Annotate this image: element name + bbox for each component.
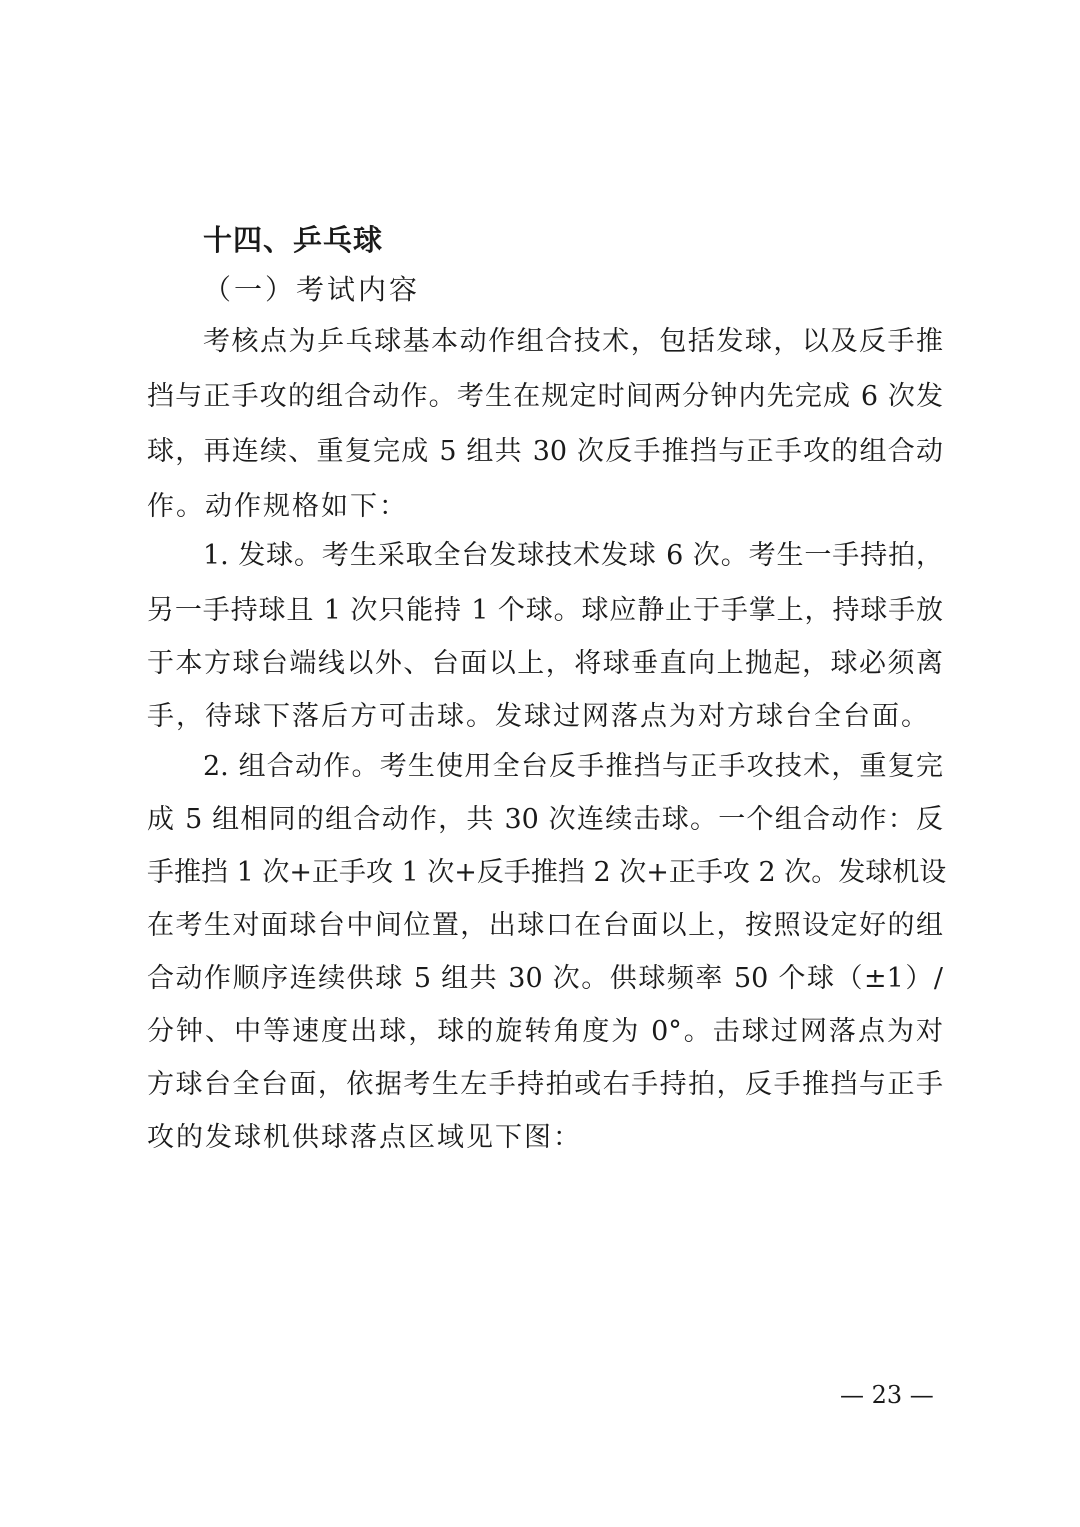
paragraph-line: 于本方球台端线以外、台面以上，将球垂直向上抛起，球必须离 — [147, 648, 943, 679]
paragraph-line: 挡与正手攻的组合动作。考生在规定时间两分钟内先完成 6 次发 — [147, 381, 943, 412]
paragraph-line: 球，再连续、重复完成 5 组共 30 次反手推挡与正手攻的组合动 — [147, 436, 943, 467]
paragraph-line: 1. 发球。考生采取全台发球技术发球 6 次。考生一手持拍， — [203, 540, 943, 571]
paragraph-line: 方球台全台面，依据考生左手持拍或右手持拍，反手推挡与正手 — [147, 1069, 943, 1100]
paragraph-line: 作。动作规格如下： — [147, 491, 408, 522]
paragraph-line: 合动作顺序连续供球 5 组共 30 次。供球频率 50 个球（±1）/ — [147, 963, 943, 994]
paragraph-line: 另一手持球且 1 次只能持 1 个球。球应静止于手掌上，持球手放 — [147, 595, 943, 626]
section-heading: 十四、乒乓球 — [203, 223, 384, 257]
paragraph-line: 考核点为乒乓球基本动作组合技术，包括发球，以及反手推 — [203, 326, 943, 357]
subsection-heading: （一）考试内容 — [203, 273, 421, 306]
paragraph-line: 分钟、中等速度出球，球的旋转角度为 0°。击球过网落点为对 — [147, 1016, 943, 1047]
paragraph-line: 2. 组合动作。考生使用全台反手推挡与正手攻技术，重复完 — [203, 751, 943, 782]
paragraph-line: 在考生对面球台中间位置，出球口在台面以上，按照设定好的组 — [147, 910, 943, 941]
paragraph-line: 手，待球下落后方可击球。发球过网落点为对方球台全台面。 — [147, 701, 930, 732]
paragraph-line: 攻的发球机供球落点区域见下图： — [147, 1122, 582, 1153]
paragraph-line: 手推挡 1 次+正手攻 1 次+反手推挡 2 次+正手攻 2 次。发球机设 — [147, 857, 947, 888]
page-number: — 23 — — [840, 1381, 934, 1409]
paragraph-line: 成 5 组相同的组合动作，共 30 次连续击球。一个组合动作：反 — [147, 804, 943, 835]
